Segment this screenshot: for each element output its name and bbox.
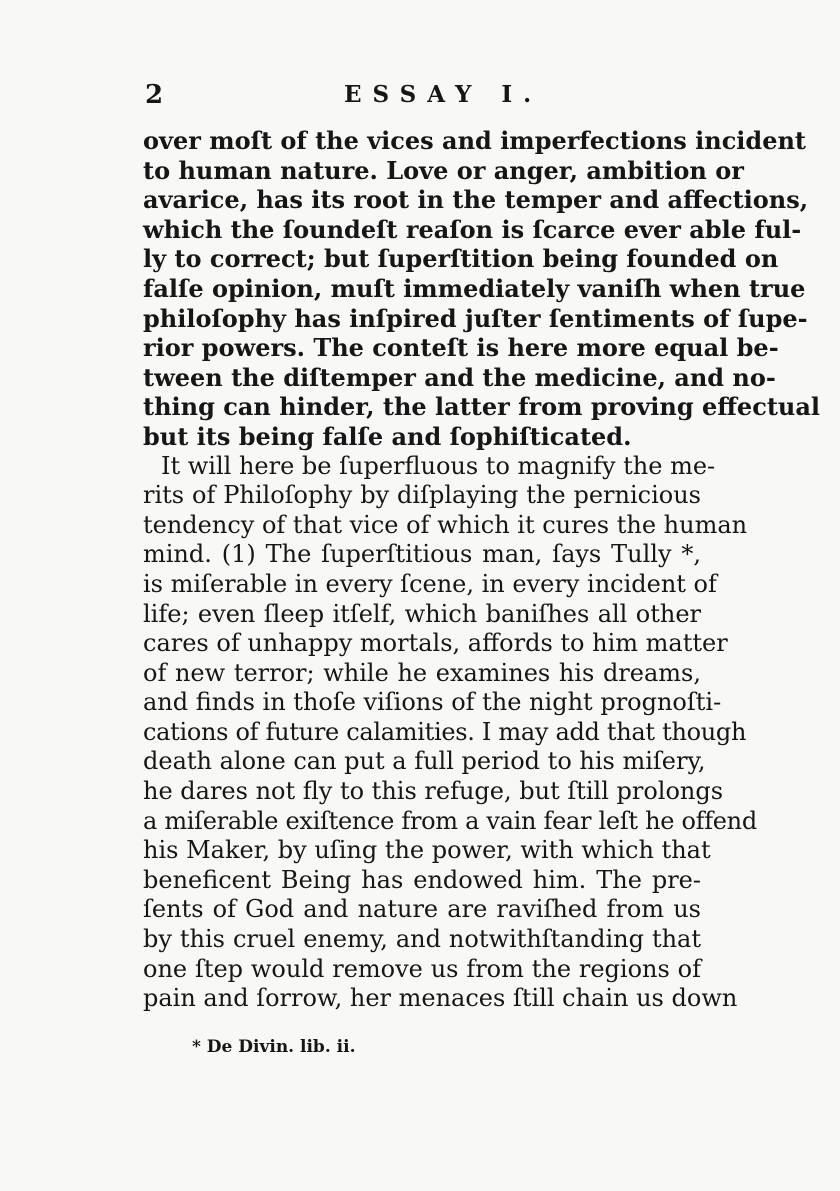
text-line: of new terror; while he examines his dreams, [143,658,701,687]
text-line: to human nature. Love or anger, ambition or [143,155,744,185]
paragraph-1 [143,126,821,452]
text-line: his Maker, by uſing the power, with which that [143,836,711,865]
text-line: tween the diſtemper and the medicine, and no- [143,362,776,392]
text-line: but its being falſe and ſophiſticated. [143,421,632,451]
footnote: * De Divin. lib. ii. [192,1037,356,1057]
page-number: 2 [145,80,164,110]
page-header [145,80,705,110]
text-line: pain and ſorrow, her menaces ſtill chain us down [143,984,738,1013]
text-line: cares of unhappy mortals, affords to him matter [143,629,728,658]
running-head: ESSAY I. [344,81,543,108]
text-line: rits of Philoſophy by diſplaying the pernicious [143,481,701,510]
text-line: ſents of God and nature are raviſhed from us [143,895,701,924]
text-line: one ſtep would remove us from the regions of [143,954,701,983]
text-line: a miſerable exiſtence from a vain fear leſt he offend [143,806,757,835]
text-line: It will here be ſuperfluous to magnify the me- [161,451,716,480]
text-line: avarice, has its root in the temper and affections, [143,185,809,215]
text-line: thing can hinder, the latter from proving effectual [143,392,821,422]
text-line: tendency of that vice of which it cures the human [143,510,748,539]
text-line: death alone can put a full period to his miſery, [143,747,706,776]
text-line: ly to correct; but ſuperſtition being founded on [143,244,779,274]
text-line: cations of future calamities. I may add that though [143,717,747,746]
text-line: over moſt of the vices and imperfections incident [143,126,807,155]
text-line: mind. (1) The ſuperſtitious man, ſays Tully *, [143,540,701,569]
text-line: falſe opinion, muſt immediately vaniſh when true [143,273,806,303]
text-line: is miſerable in every ſcene, in every incident of [143,569,717,598]
text-line: by this cruel enemy, and notwithſtanding that [143,925,701,954]
text-line: philoſophy has inſpired juſter ſentiments of ſupe- [143,303,808,333]
paragraph-2 [143,451,757,1014]
text-line: he dares not fly to this refuge, but ſtill prolongs [143,777,724,806]
text-line: which the ſoundeſt reaſon is ſcarce ever able ful- [143,214,802,244]
text-line: life; even ſleep itſelf, which baniſhes all other [143,599,701,628]
text-line: rior powers. The conteſt is here more equal be- [143,333,779,363]
text-line: beneficent Being has endowed him. The pre- [143,865,701,894]
text-line: and finds in thoſe viſions of the night prognoſti- [143,688,722,717]
body-text [143,126,821,1014]
